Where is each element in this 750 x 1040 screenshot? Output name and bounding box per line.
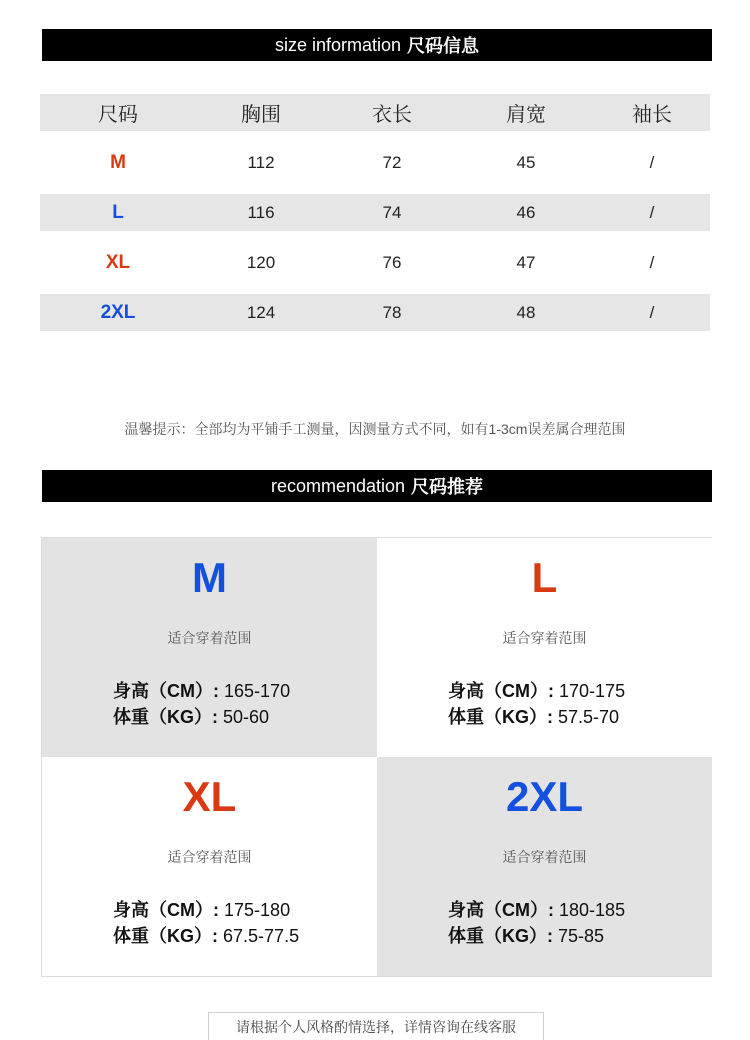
table-row (40, 231, 710, 294)
recommendation-card-m (42, 538, 377, 757)
card-height-line (113, 897, 299, 923)
card-fit-caption: 适合穿着范围 (167, 849, 252, 865)
row-sleeve: / (649, 202, 655, 222)
row-length: 78 (382, 302, 402, 322)
measurement-tip: 温馨提示：全部均为平铺手工测量，因测量方式不同，如有1-3cm误差属合理范围 (124, 421, 626, 437)
card-measurements (448, 897, 625, 949)
row-size-label: L (112, 201, 124, 223)
card-weight-label: 体重（KG）: (448, 707, 553, 727)
card-height-label: 身高（CM）: (113, 900, 219, 920)
table-row (40, 194, 710, 231)
row-chest: 124 (246, 302, 276, 322)
row-sleeve: / (649, 302, 655, 322)
header-chest: 胸围 (241, 104, 281, 126)
card-fit-caption: 适合穿着范围 (502, 630, 587, 646)
card-size-label: 2XL (505, 773, 584, 820)
size-information-title-cn: 尺码信息 (407, 36, 480, 56)
row-shoulder: 46 (516, 202, 536, 222)
row-size-label: 2XL (100, 301, 136, 323)
card-fit-caption: 适合穿着范围 (167, 630, 252, 646)
recommendation-grid (41, 537, 712, 977)
card-size-label: M (192, 554, 227, 601)
card-fit-caption: 适合穿着范围 (502, 849, 587, 865)
card-height-label: 身高（CM）: (448, 681, 554, 701)
card-weight-value: 50-60 (223, 707, 270, 727)
header-size: 尺码 (98, 104, 138, 126)
header-shoulder: 肩宽 (506, 104, 546, 126)
card-size-label: L (531, 554, 558, 601)
card-weight-label: 体重（KG）: (113, 707, 218, 727)
card-weight-label: 体重（KG）: (448, 926, 553, 946)
card-measurements (113, 897, 299, 949)
card-height-value: 165-170 (224, 681, 291, 701)
recommendation-title-en: recommendation (270, 475, 406, 496)
footer-note: 请根据个人风格酌情选择，详情咨询在线客服 (208, 1012, 544, 1040)
row-chest: 112 (247, 152, 275, 172)
row-sleeve: / (649, 152, 655, 172)
header-sleeve: 袖长 (632, 104, 672, 126)
card-height-value: 175-180 (224, 900, 291, 920)
recommendation-card-xl (42, 757, 377, 976)
card-measurements (448, 678, 625, 730)
row-chest: 116 (247, 202, 275, 222)
recommendation-title-cn: 尺码推荐 (411, 477, 484, 497)
card-weight-label: 体重（KG）: (113, 926, 218, 946)
row-shoulder: 48 (516, 302, 536, 322)
card-weight-value: 75-85 (558, 926, 605, 946)
row-size-label: M (110, 151, 126, 173)
card-height-label: 身高（CM）: (113, 681, 219, 701)
card-weight-value: 57.5-70 (558, 707, 620, 727)
row-size-label: XL (105, 251, 131, 273)
card-measurements (113, 678, 290, 730)
table-row (40, 294, 710, 331)
card-height-line (448, 678, 625, 704)
size-table (40, 94, 710, 331)
card-weight-line (113, 704, 290, 730)
card-weight-value: 67.5-77.5 (223, 926, 300, 946)
card-weight-line (448, 923, 625, 949)
recommendation-card-2xl (377, 757, 712, 976)
size-information-title-en: size information (274, 34, 402, 55)
row-sleeve: / (649, 252, 655, 272)
row-shoulder: 45 (516, 152, 536, 172)
row-length: 72 (382, 152, 402, 172)
card-height-value: 180-185 (559, 900, 626, 920)
table-row (40, 131, 710, 194)
row-chest: 120 (246, 252, 276, 272)
row-length: 74 (382, 202, 402, 222)
recommendation-card-l (377, 538, 712, 757)
table-header-row (40, 94, 710, 131)
row-length: 76 (382, 252, 402, 272)
card-height-value: 170-175 (559, 681, 626, 701)
card-height-line (448, 897, 625, 923)
card-weight-line (113, 923, 299, 949)
row-shoulder: 47 (516, 252, 536, 272)
card-size-label: XL (182, 773, 237, 820)
card-weight-line (448, 704, 625, 730)
header-length: 衣长 (372, 104, 412, 126)
card-height-line (113, 678, 290, 704)
card-height-label: 身高（CM）: (448, 900, 554, 920)
recommendation-banner (42, 470, 712, 502)
size-information-banner (42, 29, 712, 61)
